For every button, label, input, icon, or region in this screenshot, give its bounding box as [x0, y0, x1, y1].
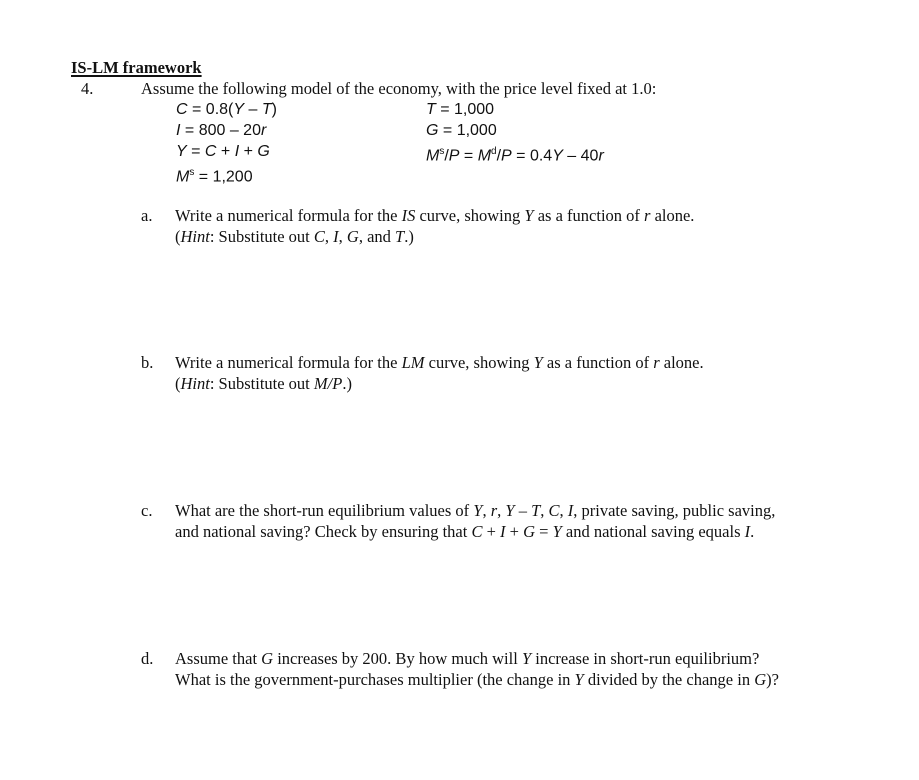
part-b-text-line1: Write a numerical formula for the LM curve, showing Y as a function of r alone. — [175, 353, 704, 372]
section-title: IS-LM framework — [71, 58, 202, 77]
equation-investment: I = 800 – 20r — [176, 122, 267, 139]
question-intro: Assume the following model of the economy, with the price level fixed at 1.0: — [141, 79, 657, 98]
part-a-text-line2: (Hint: Substitute out C, I, G, and T.) — [175, 227, 414, 246]
equation-taxes: T = 1,000 — [426, 101, 495, 118]
part-d-text-line2: What is the government-purchases multiplier (the change in Y divided by the change in G)? — [175, 670, 779, 689]
part-a-label: a. — [141, 206, 153, 225]
question-number: 4. — [81, 79, 94, 98]
equation-money-market: $M^s/P = M^d/P = 0.4Y - 40r$ — [426, 146, 604, 165]
equation-money-supply: $M^s = 1,200$ — [176, 167, 253, 186]
part-c-label: c. — [141, 501, 153, 520]
part-b-label: b. — [141, 353, 154, 372]
equation-consumption: C = 0.8(Y – T) — [176, 101, 277, 118]
part-d-text-line1: Assume that G increases by 200. By how much will Y increase in short-run equilibrium? — [175, 649, 760, 668]
part-c-text-line2: and national saving? Check by ensuring that C + I + G = Y and national saving equals I. — [175, 522, 755, 541]
part-b-text-line2: (Hint: Substitute out M/P.) — [175, 374, 352, 393]
part-a-text-line1: Write a numerical formula for the IS curve, showing Y as a function of r alone. — [175, 206, 695, 225]
part-d-label: d. — [141, 649, 154, 668]
equation-government: G = 1,000 — [426, 122, 497, 139]
part-c-text-line1: What are the short-run equilibrium values of Y, r, Y – T, C, I, private saving, public saving, — [175, 501, 776, 520]
equation-income-identity: Y = C + I + G — [176, 143, 270, 160]
